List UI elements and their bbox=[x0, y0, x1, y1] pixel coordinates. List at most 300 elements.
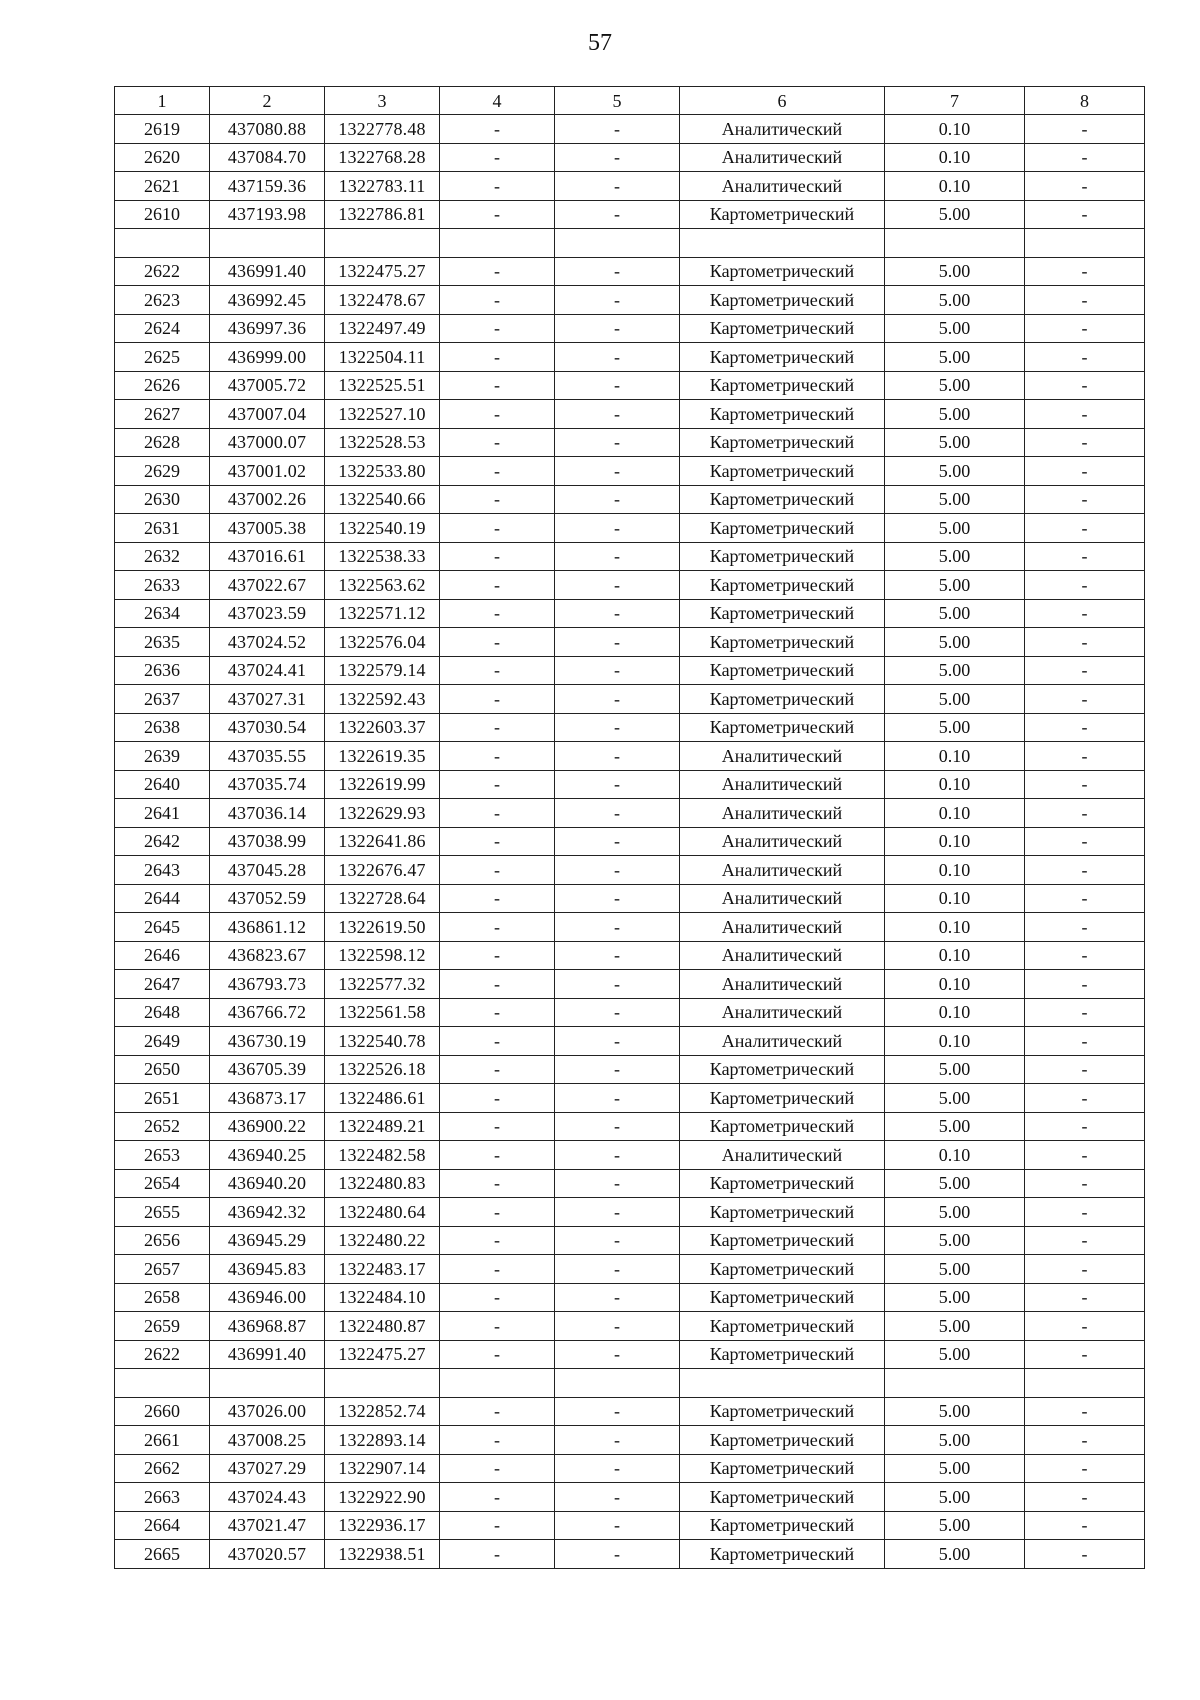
cell-method: Картометрический bbox=[680, 1340, 885, 1369]
cell-method: Картометрический bbox=[680, 1226, 885, 1255]
cell-y-coordinate: 1322783.11 bbox=[325, 172, 440, 201]
table-row bbox=[115, 428, 1145, 457]
cell-x-coordinate: 436991.40 bbox=[210, 257, 325, 286]
cell-col-5: - bbox=[555, 1084, 680, 1113]
cell-method: Картометрический bbox=[680, 1198, 885, 1227]
cell-col-4: - bbox=[440, 542, 555, 571]
cell-y-coordinate: 1322486.61 bbox=[325, 1084, 440, 1113]
cell-col-8: - bbox=[1025, 1483, 1145, 1512]
cell-x-coordinate: 436940.25 bbox=[210, 1141, 325, 1170]
cell-point-number: 2632 bbox=[115, 542, 210, 571]
cell-col-8: - bbox=[1025, 998, 1145, 1027]
table-row bbox=[115, 1112, 1145, 1141]
header-cell-2: 2 bbox=[210, 87, 325, 115]
cell-col-5: - bbox=[555, 172, 680, 201]
cell-accuracy: 0.10 bbox=[885, 1141, 1025, 1170]
cell-col-4: - bbox=[440, 599, 555, 628]
cell-col-5: - bbox=[555, 400, 680, 429]
cell-method: Картометрический bbox=[680, 1312, 885, 1341]
table-row bbox=[115, 143, 1145, 172]
cell-col-5: - bbox=[555, 856, 680, 885]
cell-col-5: - bbox=[555, 799, 680, 828]
cell-x-coordinate: 437027.29 bbox=[210, 1454, 325, 1483]
table-row bbox=[115, 286, 1145, 315]
cell-y-coordinate: 1322527.10 bbox=[325, 400, 440, 429]
cell-method: Аналитический bbox=[680, 998, 885, 1027]
cell-y-coordinate: 1322480.22 bbox=[325, 1226, 440, 1255]
cell-col-4: - bbox=[440, 1112, 555, 1141]
table-row bbox=[115, 827, 1145, 856]
cell-method: Картометрический bbox=[680, 457, 885, 486]
table-row bbox=[115, 1369, 1145, 1398]
cell-point-number: 2654 bbox=[115, 1169, 210, 1198]
table-row bbox=[115, 1255, 1145, 1284]
cell-col-8: - bbox=[1025, 428, 1145, 457]
table-row bbox=[115, 742, 1145, 771]
cell-col-4: - bbox=[440, 685, 555, 714]
cell-point-number: 2653 bbox=[115, 1141, 210, 1170]
cell-y-coordinate: 1322497.49 bbox=[325, 314, 440, 343]
cell-accuracy: 5.00 bbox=[885, 286, 1025, 315]
cell-method: Аналитический bbox=[680, 913, 885, 942]
cell-col-4: - bbox=[440, 713, 555, 742]
cell-col-8: - bbox=[1025, 884, 1145, 913]
table-row bbox=[115, 1027, 1145, 1056]
cell-col-5: - bbox=[555, 685, 680, 714]
cell-col-8: - bbox=[1025, 1226, 1145, 1255]
cell-col-8: - bbox=[1025, 571, 1145, 600]
cell-x-coordinate: 436942.32 bbox=[210, 1198, 325, 1227]
cell-x-coordinate: 437022.67 bbox=[210, 571, 325, 600]
cell-y-coordinate: 1322526.18 bbox=[325, 1055, 440, 1084]
cell-point-number: 2633 bbox=[115, 571, 210, 600]
cell-point-number: 2652 bbox=[115, 1112, 210, 1141]
cell-col-4: - bbox=[440, 1027, 555, 1056]
cell-y-coordinate: 1322603.37 bbox=[325, 713, 440, 742]
table-row bbox=[115, 485, 1145, 514]
cell-accuracy: 5.00 bbox=[885, 200, 1025, 229]
cell-method: Аналитический bbox=[680, 941, 885, 970]
cell-point-number: 2621 bbox=[115, 172, 210, 201]
cell-col-4: - bbox=[440, 998, 555, 1027]
cell-x-coordinate: 437038.99 bbox=[210, 827, 325, 856]
cell-y-coordinate: 1322728.64 bbox=[325, 884, 440, 913]
cell-point-number: 2639 bbox=[115, 742, 210, 771]
cell-x-coordinate: 437008.25 bbox=[210, 1426, 325, 1455]
table-row bbox=[115, 1540, 1145, 1569]
cell-col-4: - bbox=[440, 172, 555, 201]
table-row bbox=[115, 1483, 1145, 1512]
cell-accuracy: 0.10 bbox=[885, 884, 1025, 913]
cell-y-coordinate: 1322778.48 bbox=[325, 115, 440, 144]
table-row bbox=[115, 856, 1145, 885]
cell-col-8: - bbox=[1025, 1426, 1145, 1455]
cell-y-coordinate: 1322538.33 bbox=[325, 542, 440, 571]
table-row bbox=[115, 514, 1145, 543]
cell-point-number: 2622 bbox=[115, 257, 210, 286]
cell-y-coordinate: 1322852.74 bbox=[325, 1397, 440, 1426]
cell-method: Аналитический bbox=[680, 799, 885, 828]
cell-x-coordinate: 436991.40 bbox=[210, 1340, 325, 1369]
cell-x-coordinate: 436997.36 bbox=[210, 314, 325, 343]
table-row bbox=[115, 1454, 1145, 1483]
cell-x-coordinate: 437035.55 bbox=[210, 742, 325, 771]
table-header bbox=[115, 87, 1145, 115]
cell-col-5: - bbox=[555, 1169, 680, 1198]
cell-accuracy: 5.00 bbox=[885, 314, 1025, 343]
cell-col-5: - bbox=[555, 514, 680, 543]
cell-method: Аналитический bbox=[680, 1141, 885, 1170]
cell-col-8: - bbox=[1025, 542, 1145, 571]
cell-accuracy: 5.00 bbox=[885, 1283, 1025, 1312]
cell-method: Картометрический bbox=[680, 371, 885, 400]
cell-point-number: 2656 bbox=[115, 1226, 210, 1255]
cell-accuracy: 5.00 bbox=[885, 1084, 1025, 1113]
cell-method: Картометрический bbox=[680, 485, 885, 514]
cell-accuracy: 5.00 bbox=[885, 1312, 1025, 1341]
cell-col-5: - bbox=[555, 742, 680, 771]
cell-col-5: - bbox=[555, 1483, 680, 1512]
cell-point-number: 2622 bbox=[115, 1340, 210, 1369]
cell-y-coordinate: 1322525.51 bbox=[325, 371, 440, 400]
cell-x-coordinate: 437084.70 bbox=[210, 143, 325, 172]
cell-col-5: - bbox=[555, 1027, 680, 1056]
cell-point-number: 2634 bbox=[115, 599, 210, 628]
cell-col-5: - bbox=[555, 1112, 680, 1141]
cell-col-8: - bbox=[1025, 1397, 1145, 1426]
cell-col-4: - bbox=[440, 1283, 555, 1312]
cell-x-coordinate: 436946.00 bbox=[210, 1283, 325, 1312]
cell-y-coordinate: 1322483.17 bbox=[325, 1255, 440, 1284]
cell-col-8: - bbox=[1025, 485, 1145, 514]
table-row bbox=[115, 542, 1145, 571]
cell-method: Картометрический bbox=[680, 428, 885, 457]
cell-col-4: - bbox=[440, 856, 555, 885]
cell-col-8: - bbox=[1025, 343, 1145, 372]
cell-point-number: 2620 bbox=[115, 143, 210, 172]
cell-accuracy: 5.00 bbox=[885, 457, 1025, 486]
cell-x-coordinate: 437001.02 bbox=[210, 457, 325, 486]
cell-col-4: - bbox=[440, 628, 555, 657]
cell-col-4: - bbox=[440, 1084, 555, 1113]
cell-point-number: 2630 bbox=[115, 485, 210, 514]
cell-col-8: - bbox=[1025, 1454, 1145, 1483]
cell-x-coordinate: 436992.45 bbox=[210, 286, 325, 315]
cell-col-4: - bbox=[440, 1397, 555, 1426]
cell-col-4: - bbox=[440, 827, 555, 856]
cell-col-8: - bbox=[1025, 970, 1145, 999]
cell-col-5: - bbox=[555, 1141, 680, 1170]
cell-x-coordinate: 437021.47 bbox=[210, 1511, 325, 1540]
cell-col-4: - bbox=[440, 1483, 555, 1512]
cell-point-number: 2610 bbox=[115, 200, 210, 229]
cell-point-number: 2657 bbox=[115, 1255, 210, 1284]
cell-y-coordinate: 1322576.04 bbox=[325, 628, 440, 657]
cell-accuracy: 0.10 bbox=[885, 913, 1025, 942]
table-row bbox=[115, 1169, 1145, 1198]
cell-col-4: - bbox=[440, 1226, 555, 1255]
cell-y-coordinate: 1322504.11 bbox=[325, 343, 440, 372]
table-row bbox=[115, 457, 1145, 486]
cell-x-coordinate: 437080.88 bbox=[210, 115, 325, 144]
table-row bbox=[115, 1397, 1145, 1426]
cell-accuracy: 5.00 bbox=[885, 599, 1025, 628]
cell-col-4: - bbox=[440, 1540, 555, 1569]
cell-col-4: - bbox=[440, 200, 555, 229]
cell-accuracy: 5.00 bbox=[885, 1454, 1025, 1483]
cell-point-number: 2644 bbox=[115, 884, 210, 913]
cell-method: Аналитический bbox=[680, 856, 885, 885]
cell-y-coordinate: 1322480.87 bbox=[325, 1312, 440, 1341]
cell-x-coordinate: 436793.73 bbox=[210, 970, 325, 999]
table-row bbox=[115, 257, 1145, 286]
cell-col-8: - bbox=[1025, 1027, 1145, 1056]
header-cell-7: 7 bbox=[885, 87, 1025, 115]
cell-col-5: - bbox=[555, 1540, 680, 1569]
cell-col-5: - bbox=[555, 371, 680, 400]
cell-x-coordinate: 437035.74 bbox=[210, 770, 325, 799]
cell-col-4: - bbox=[440, 286, 555, 315]
cell-point-number: 2624 bbox=[115, 314, 210, 343]
cell-col-4: - bbox=[440, 143, 555, 172]
cell-y-coordinate: 1322480.64 bbox=[325, 1198, 440, 1227]
cell-col-5: - bbox=[555, 713, 680, 742]
cell-col-5: - bbox=[555, 1255, 680, 1284]
cell-y-coordinate: 1322540.78 bbox=[325, 1027, 440, 1056]
cell-col-4: - bbox=[440, 799, 555, 828]
table-row bbox=[115, 1426, 1145, 1455]
cell-col-8: - bbox=[1025, 314, 1145, 343]
cell-col-5: - bbox=[555, 998, 680, 1027]
cell-col-4: - bbox=[440, 485, 555, 514]
cell-col-8: - bbox=[1025, 1055, 1145, 1084]
cell-x-coordinate: 437159.36 bbox=[210, 172, 325, 201]
cell-point-number: 2627 bbox=[115, 400, 210, 429]
cell-point-number: 2658 bbox=[115, 1283, 210, 1312]
cell-col-4 bbox=[440, 229, 555, 258]
cell-accuracy bbox=[885, 1369, 1025, 1398]
cell-x-coordinate: 437045.28 bbox=[210, 856, 325, 885]
cell-method: Картометрический bbox=[680, 1112, 885, 1141]
cell-method: Картометрический bbox=[680, 713, 885, 742]
cell-col-4: - bbox=[440, 343, 555, 372]
cell-y-coordinate: 1322482.58 bbox=[325, 1141, 440, 1170]
cell-method: Аналитический bbox=[680, 172, 885, 201]
table-row bbox=[115, 1055, 1145, 1084]
cell-y-coordinate: 1322786.81 bbox=[325, 200, 440, 229]
cell-y-coordinate: 1322641.86 bbox=[325, 827, 440, 856]
header-cell-3: 3 bbox=[325, 87, 440, 115]
table-row bbox=[115, 685, 1145, 714]
cell-y-coordinate bbox=[325, 229, 440, 258]
cell-method: Картометрический bbox=[680, 1397, 885, 1426]
cell-point-number: 2655 bbox=[115, 1198, 210, 1227]
header-row bbox=[115, 87, 1145, 115]
cell-method: Картометрический bbox=[680, 599, 885, 628]
cell-point-number: 2626 bbox=[115, 371, 210, 400]
header-cell-5: 5 bbox=[555, 87, 680, 115]
cell-col-4: - bbox=[440, 1454, 555, 1483]
table-row bbox=[115, 656, 1145, 685]
cell-x-coordinate: 437020.57 bbox=[210, 1540, 325, 1569]
table-body bbox=[115, 115, 1145, 1569]
table-row bbox=[115, 884, 1145, 913]
table-row bbox=[115, 229, 1145, 258]
cell-accuracy: 5.00 bbox=[885, 1426, 1025, 1455]
cell-col-5: - bbox=[555, 286, 680, 315]
cell-point-number bbox=[115, 1369, 210, 1398]
cell-col-5: - bbox=[555, 257, 680, 286]
cell-method: Аналитический bbox=[680, 143, 885, 172]
cell-col-4: - bbox=[440, 428, 555, 457]
cell-method: Аналитический bbox=[680, 1027, 885, 1056]
cell-col-4: - bbox=[440, 941, 555, 970]
cell-y-coordinate bbox=[325, 1369, 440, 1398]
table-row bbox=[115, 628, 1145, 657]
cell-point-number: 2643 bbox=[115, 856, 210, 885]
cell-col-8: - bbox=[1025, 770, 1145, 799]
cell-x-coordinate: 437002.26 bbox=[210, 485, 325, 514]
cell-accuracy: 5.00 bbox=[885, 1198, 1025, 1227]
cell-method: Картометрический bbox=[680, 1426, 885, 1455]
cell-accuracy: 5.00 bbox=[885, 428, 1025, 457]
cell-accuracy: 0.10 bbox=[885, 970, 1025, 999]
cell-method: Картометрический bbox=[680, 314, 885, 343]
cell-y-coordinate: 1322676.47 bbox=[325, 856, 440, 885]
cell-col-4: - bbox=[440, 571, 555, 600]
cell-accuracy: 5.00 bbox=[885, 628, 1025, 657]
cell-x-coordinate: 437030.54 bbox=[210, 713, 325, 742]
cell-col-4: - bbox=[440, 1312, 555, 1341]
cell-point-number: 2651 bbox=[115, 1084, 210, 1113]
table-row bbox=[115, 1511, 1145, 1540]
cell-y-coordinate: 1322768.28 bbox=[325, 143, 440, 172]
cell-col-8: - bbox=[1025, 628, 1145, 657]
table-row bbox=[115, 343, 1145, 372]
table-row bbox=[115, 172, 1145, 201]
cell-accuracy: 5.00 bbox=[885, 1169, 1025, 1198]
cell-method: Аналитический bbox=[680, 770, 885, 799]
cell-col-8: - bbox=[1025, 200, 1145, 229]
table-row bbox=[115, 1198, 1145, 1227]
cell-col-8: - bbox=[1025, 143, 1145, 172]
cell-col-8: - bbox=[1025, 371, 1145, 400]
cell-col-4: - bbox=[440, 257, 555, 286]
cell-col-5: - bbox=[555, 1511, 680, 1540]
cell-x-coordinate: 436900.22 bbox=[210, 1112, 325, 1141]
cell-col-8: - bbox=[1025, 713, 1145, 742]
cell-col-4: - bbox=[440, 514, 555, 543]
cell-x-coordinate: 436940.20 bbox=[210, 1169, 325, 1198]
cell-method: Картометрический bbox=[680, 400, 885, 429]
cell-point-number: 2628 bbox=[115, 428, 210, 457]
cell-method: Аналитический bbox=[680, 115, 885, 144]
cell-col-5: - bbox=[555, 343, 680, 372]
table-row bbox=[115, 115, 1145, 144]
cell-method: Картометрический bbox=[680, 656, 885, 685]
cell-accuracy: 5.00 bbox=[885, 343, 1025, 372]
cell-method: Аналитический bbox=[680, 742, 885, 771]
table-row bbox=[115, 913, 1145, 942]
coordinates-table bbox=[114, 86, 1145, 1569]
cell-col-8 bbox=[1025, 1369, 1145, 1398]
cell-accuracy: 5.00 bbox=[885, 571, 1025, 600]
cell-accuracy: 0.10 bbox=[885, 143, 1025, 172]
cell-point-number: 2629 bbox=[115, 457, 210, 486]
cell-accuracy: 5.00 bbox=[885, 685, 1025, 714]
cell-accuracy: 5.00 bbox=[885, 1483, 1025, 1512]
cell-x-coordinate: 437193.98 bbox=[210, 200, 325, 229]
cell-method: Картометрический bbox=[680, 628, 885, 657]
cell-col-5: - bbox=[555, 1426, 680, 1455]
cell-accuracy: 0.10 bbox=[885, 799, 1025, 828]
cell-col-5: - bbox=[555, 457, 680, 486]
header-cell-4: 4 bbox=[440, 87, 555, 115]
cell-col-5: - bbox=[555, 485, 680, 514]
cell-y-coordinate: 1322540.19 bbox=[325, 514, 440, 543]
cell-col-8: - bbox=[1025, 941, 1145, 970]
cell-accuracy: 0.10 bbox=[885, 1027, 1025, 1056]
cell-x-coordinate: 437052.59 bbox=[210, 884, 325, 913]
cell-col-8: - bbox=[1025, 1141, 1145, 1170]
cell-col-4: - bbox=[440, 115, 555, 144]
cell-x-coordinate: 437007.04 bbox=[210, 400, 325, 429]
cell-y-coordinate: 1322571.12 bbox=[325, 599, 440, 628]
cell-x-coordinate: 437026.00 bbox=[210, 1397, 325, 1426]
cell-y-coordinate: 1322533.80 bbox=[325, 457, 440, 486]
cell-x-coordinate: 437016.61 bbox=[210, 542, 325, 571]
table-row bbox=[115, 998, 1145, 1027]
cell-point-number: 2661 bbox=[115, 1426, 210, 1455]
cell-col-4: - bbox=[440, 371, 555, 400]
cell-x-coordinate: 437024.41 bbox=[210, 656, 325, 685]
table-row bbox=[115, 770, 1145, 799]
cell-col-5 bbox=[555, 1369, 680, 1398]
cell-method: Картометрический bbox=[680, 200, 885, 229]
cell-accuracy: 5.00 bbox=[885, 1511, 1025, 1540]
cell-y-coordinate: 1322561.58 bbox=[325, 998, 440, 1027]
cell-col-5: - bbox=[555, 314, 680, 343]
cell-col-4: - bbox=[440, 1055, 555, 1084]
cell-x-coordinate: 436766.72 bbox=[210, 998, 325, 1027]
table-row bbox=[115, 599, 1145, 628]
cell-y-coordinate: 1322528.53 bbox=[325, 428, 440, 457]
cell-accuracy: 5.00 bbox=[885, 514, 1025, 543]
cell-point-number: 2645 bbox=[115, 913, 210, 942]
cell-col-4: - bbox=[440, 457, 555, 486]
cell-col-5: - bbox=[555, 913, 680, 942]
cell-col-5: - bbox=[555, 200, 680, 229]
cell-col-5: - bbox=[555, 628, 680, 657]
cell-col-8: - bbox=[1025, 257, 1145, 286]
cell-x-coordinate: 436705.39 bbox=[210, 1055, 325, 1084]
cell-point-number bbox=[115, 229, 210, 258]
cell-method: Картометрический bbox=[680, 1255, 885, 1284]
cell-x-coordinate: 436861.12 bbox=[210, 913, 325, 942]
cell-accuracy: 0.10 bbox=[885, 856, 1025, 885]
cell-point-number: 2659 bbox=[115, 1312, 210, 1341]
cell-point-number: 2662 bbox=[115, 1454, 210, 1483]
table-row bbox=[115, 1226, 1145, 1255]
table-row bbox=[115, 799, 1145, 828]
cell-col-4: - bbox=[440, 970, 555, 999]
cell-method bbox=[680, 229, 885, 258]
cell-accuracy: 5.00 bbox=[885, 257, 1025, 286]
cell-col-8: - bbox=[1025, 1283, 1145, 1312]
cell-col-8: - bbox=[1025, 827, 1145, 856]
cell-col-5: - bbox=[555, 941, 680, 970]
cell-accuracy: 5.00 bbox=[885, 400, 1025, 429]
